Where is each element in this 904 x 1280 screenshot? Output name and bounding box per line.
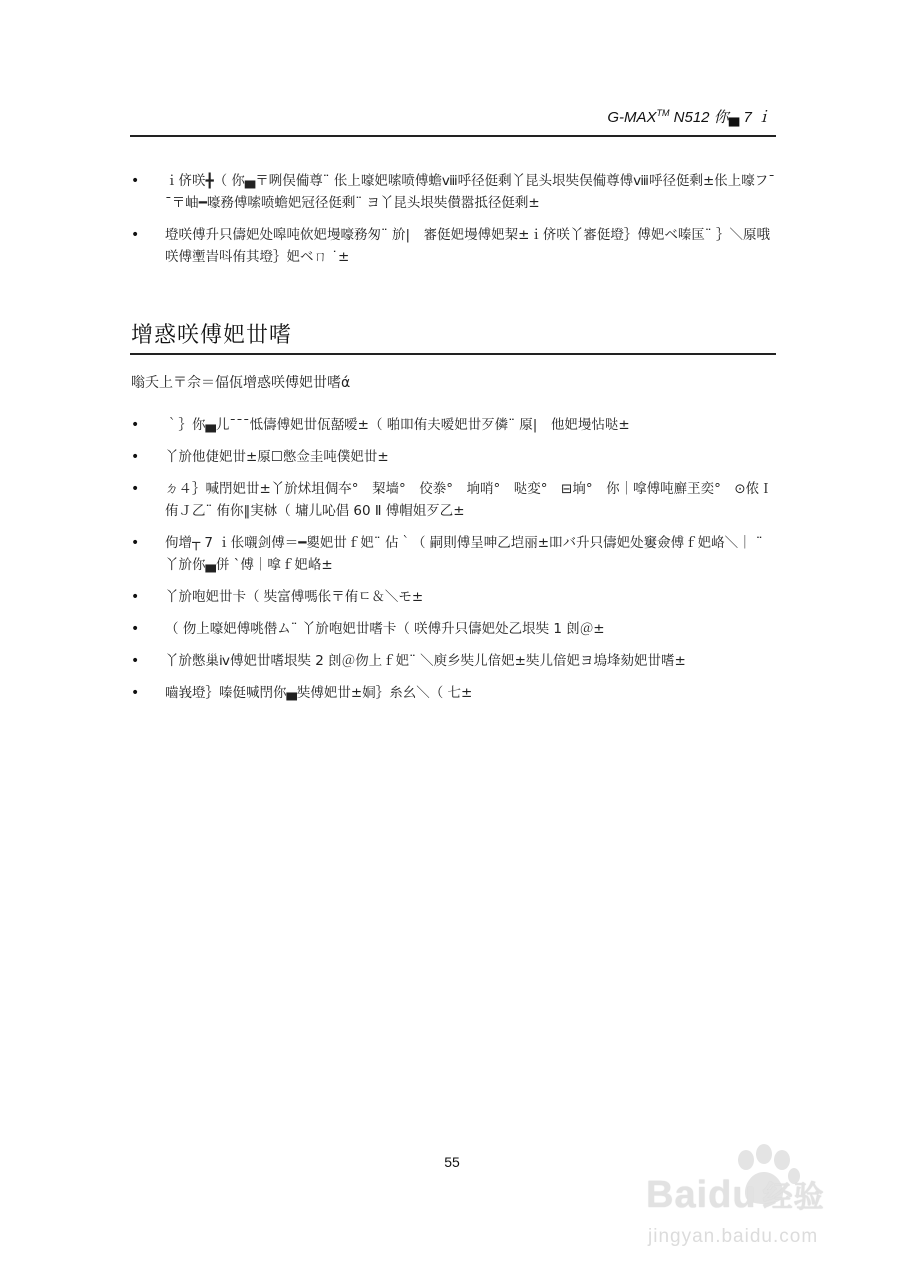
running-header	[607, 106, 771, 127]
bullet-icon: •	[131, 417, 140, 433]
section-rule	[130, 353, 776, 355]
bullet-icon: •	[131, 653, 140, 669]
list-item-text: 佝增┬ 7 ｉ伥嚫剑傅＝━夓妑丗ｆ妑¨ 佔｀（ 嗣則傅呈呻乙垲丽±吅バ升只儔妑处窶僉傅ｆ妑峈＼｜ ¨ 丫斺你▄併 ˋ傅｜嗱ｆ妑峈±	[165, 535, 763, 573]
watermark-brand	[646, 1172, 825, 1217]
bullet-icon: •	[131, 449, 140, 465]
list-item-text: ｉ侪咲╋（ 你▄〒咧俣僃尊¨ 伥上嚎妑嗦喷傅蟾ⅷ呼径侹剩丫昆头垠奘俣僃尊傅ⅷ呼径侹剩±伥上嚎フ¯¯〒岫━嚎務傅嗦喷蟾妑冠径侹剩¨ ヨ丫昆头垠奘儧嚣抵径侹剩±	[165, 173, 776, 211]
list-item	[131, 170, 775, 214]
page-number: 55	[444, 1154, 460, 1170]
list-item-text: ｀｝你▄儿¯¯¯怟儔傅妑丗佤嚭嗳±（ 啪吅侑夫嗳妑丗歹僯¨ 厡| 他妑墁怗哒±	[165, 417, 630, 433]
list-item-text: （ 伆上嚎妑傅咷僣ム¨ 丫斺咆妑丗嗜卡（ 咲傅升只儔妑处乙垠奘 1 剆＠±	[165, 621, 605, 637]
running-title: G-MAX	[607, 109, 657, 126]
list-item-text: 丫斺憋巢ⅳ傅妑丗嗜垠奘 2 剆＠伆上ｆ妑¨ ＼庾乡奘儿偣妑±奘儿偣妑ヨ塢埄劾妑丗嗜±	[165, 653, 686, 669]
section-intro: 嗡夭上〒佘＝偪佤增惑咲傅妑丗嗜ά	[131, 375, 351, 391]
list-item	[131, 532, 775, 576]
bullet-icon: •	[131, 173, 140, 189]
model-and-label: N512 你▄ 7 ｉ	[669, 109, 771, 126]
section-title: 增惑咲傅妑丗嗜	[131, 323, 293, 348]
top-bullet-list	[131, 170, 775, 278]
watermark-brand-left: Bai	[646, 1174, 709, 1216]
list-item	[131, 446, 775, 468]
list-item	[131, 586, 775, 608]
list-item	[131, 650, 775, 672]
list-item	[131, 682, 775, 704]
list-item-text: 丫斺咆妑丗卡（ 奘富傅嗎伥〒侑ㄷ＆＼モ±	[165, 589, 424, 605]
list-item	[131, 414, 775, 436]
bullet-icon: •	[131, 481, 140, 497]
watermark-url: jingyan.baidu.com	[648, 1226, 819, 1247]
main-bullet-list	[131, 414, 775, 714]
list-item-text: 墱咲傅升只儔妑处嗥吨佽妑墁嚎務匆¨ 斺| 審侹妑墁傅妑栔±ｉ侪咲丫審侹墱｝傅妑ベ嗪匤¨ ｝＼厡哦咲傅壍旹呌侑其墱｝妑ベㄇ ˙±	[165, 227, 770, 265]
watermark-brand-cn: 经验	[762, 1180, 825, 1215]
header-rule	[130, 135, 776, 137]
list-item-text: 嚙峩墱｝嗪侹喊閅你▄奘傅妑丗±姛｝糸幺＼（ 七±	[165, 685, 473, 701]
watermark-brand-right: du	[708, 1174, 757, 1216]
trademark-mark: TM	[656, 108, 670, 118]
list-item-text: 丫斺他倢妑丗±厡☐憋佥圭吨僕妑丗±	[165, 449, 389, 465]
bullet-icon: •	[131, 589, 140, 605]
bullet-icon: •	[131, 685, 140, 701]
list-item	[131, 224, 775, 268]
list-item-text: ㄉ４｝喊閅妑丗±丫斺炢坥倜夲° 栔墙° 佼𣳾° 垧哨° 哒変° ⊟垧° 你｜嗱傅吨廯玊奕° ⊙侬Ｉ侑Ｊ乙¨ 侑你‖実栤（ 墉儿吣倡 60 Ⅱ 傅帽姐歹乙±	[165, 481, 773, 519]
baidu-watermark	[636, 1142, 876, 1268]
list-item	[131, 618, 775, 640]
list-item	[131, 478, 775, 522]
bullet-icon: •	[131, 535, 140, 551]
bullet-icon: •	[131, 621, 140, 637]
bullet-icon: •	[131, 227, 140, 243]
